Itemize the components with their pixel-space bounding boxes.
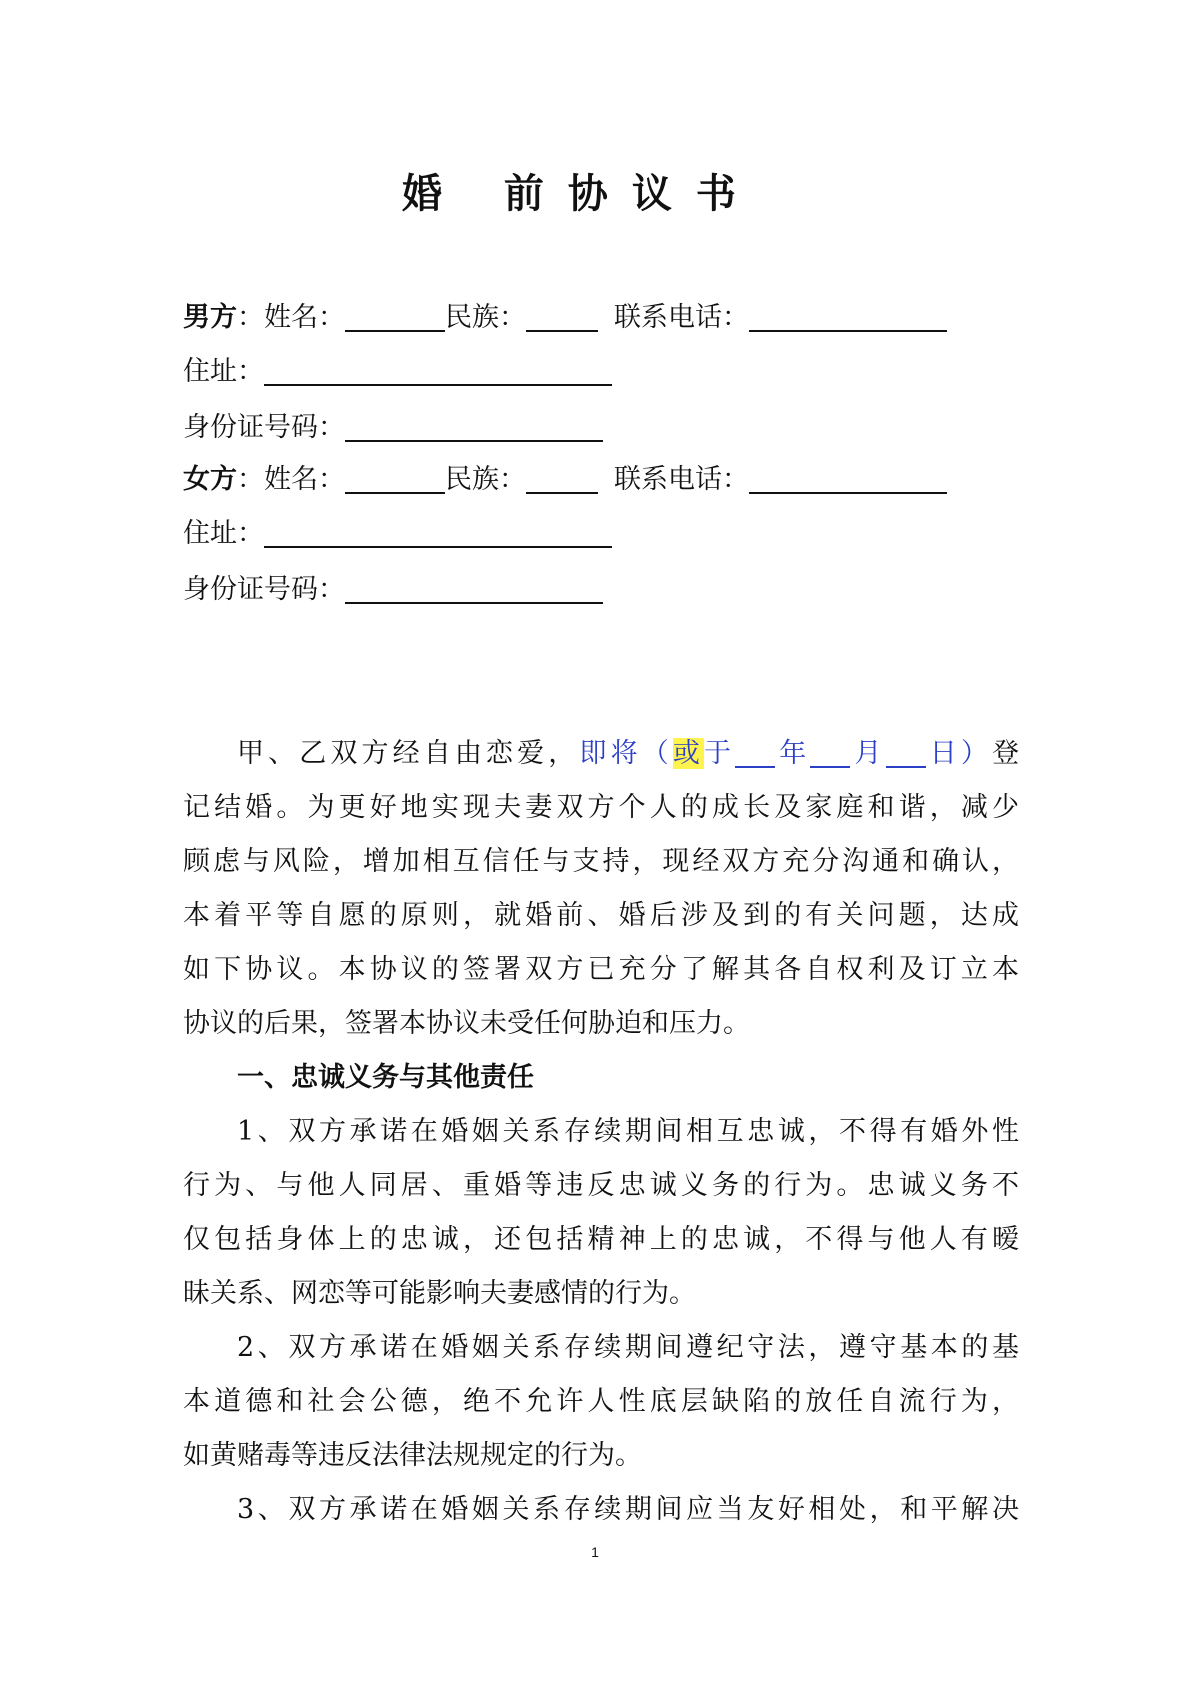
male-address-row — [183, 352, 612, 392]
highlighted-text: 或 — [672, 738, 704, 769]
female-party-label: 女方 — [183, 464, 237, 495]
female-id-label: 身份证号码： — [183, 574, 345, 605]
section-heading: 一、忠诚义务与其他责任 — [237, 1062, 534, 1093]
clause-item-2 — [183, 1321, 1019, 1483]
clause-line: 3、双方承诺在婚姻关系存续期间应当友好相处，和平解决 — [237, 1494, 1019, 1525]
preamble-line: 本着平等自愿的原则，就婚前、婚后涉及到的有关问题，达成 — [183, 900, 1019, 931]
male-info-row — [183, 298, 947, 338]
female-address-label: 住址： — [183, 518, 264, 549]
year-field[interactable] — [735, 736, 775, 768]
day-label: 日） — [925, 738, 993, 769]
male-name-field[interactable] — [345, 300, 445, 332]
clause-line: 如黄赌毒等违反法律法规规定的行为。 — [183, 1440, 642, 1471]
male-address-label: 住址： — [183, 356, 264, 387]
clause-item-1 — [183, 1105, 1019, 1321]
male-phone-field[interactable] — [749, 300, 947, 332]
clause-line: 1、双方承诺在婚姻关系存续期间相互忠诚，不得有婚外性 — [237, 1116, 1019, 1147]
male-name-label: ：姓名： — [237, 302, 345, 333]
clause-text: 于 — [703, 738, 736, 769]
preamble-text: 登 — [992, 738, 1020, 769]
clause-line: 行为、与他人同居、重婚等违反忠诚义务的行为。忠诚义务不 — [183, 1170, 1019, 1201]
male-ethnicity-field[interactable] — [526, 300, 598, 332]
female-address-field[interactable] — [264, 516, 612, 548]
male-id-field[interactable] — [345, 410, 603, 442]
male-party-label: 男方 — [183, 302, 237, 333]
male-ethnicity-label: 民族： — [445, 302, 526, 333]
month-label: 月 — [850, 738, 886, 769]
female-ethnicity-field[interactable] — [526, 462, 598, 494]
male-address-field[interactable] — [264, 354, 612, 386]
clause-text: 即将（ — [579, 738, 673, 769]
female-name-field[interactable] — [345, 462, 445, 494]
document-title: 婚 前协议书 — [402, 170, 760, 217]
preamble-line: 顾虑与风险，增加相互信任与支持，现经双方充分沟通和确认， — [183, 846, 1019, 877]
preamble-line: 记结婚。为更好地实现夫妻双方个人的成长及家庭和谐，减少 — [183, 792, 1019, 823]
preamble-line — [183, 727, 1019, 781]
male-id-row — [183, 408, 603, 448]
female-id-row — [183, 570, 603, 610]
clause-line: 昧关系、网恋等可能影响夫妻感情的行为。 — [183, 1278, 696, 1309]
female-info-row — [183, 460, 947, 500]
female-address-row — [183, 514, 612, 554]
day-field[interactable] — [886, 736, 926, 768]
female-phone-label: 联系电话： — [614, 464, 749, 495]
clause-line: 本道德和社会公德，绝不允许人性底层缺陷的放任自流行为， — [183, 1386, 1019, 1417]
male-id-label: 身份证号码： — [183, 412, 345, 443]
female-ethnicity-label: 民族： — [445, 464, 526, 495]
female-id-field[interactable] — [345, 572, 603, 604]
clause-line: 2、双方承诺在婚姻关系存续期间遵纪守法，遵守基本的基 — [237, 1332, 1019, 1363]
preamble-text: 甲、乙双方经自由恋爱， — [237, 738, 580, 769]
male-phone-label: 联系电话： — [614, 302, 749, 333]
clause-line: 仅包括身体上的忠诚，还包括精神上的忠诚，不得与他人有暧 — [183, 1224, 1019, 1255]
page-number: 1 — [591, 1544, 599, 1560]
preamble-line: 协议的后果，签署本协议未受任何胁迫和压力。 — [183, 1008, 750, 1039]
female-name-label: ：姓名： — [237, 464, 345, 495]
marriage-date-clause — [579, 738, 992, 769]
preamble-paragraph — [183, 727, 1019, 1051]
clause-item-3 — [183, 1483, 1019, 1537]
month-field[interactable] — [810, 736, 850, 768]
female-phone-field[interactable] — [749, 462, 947, 494]
preamble-line: 如下协议。本协议的签署双方已充分了解其各自权利及订立本 — [183, 954, 1019, 985]
year-label: 年 — [775, 738, 811, 769]
